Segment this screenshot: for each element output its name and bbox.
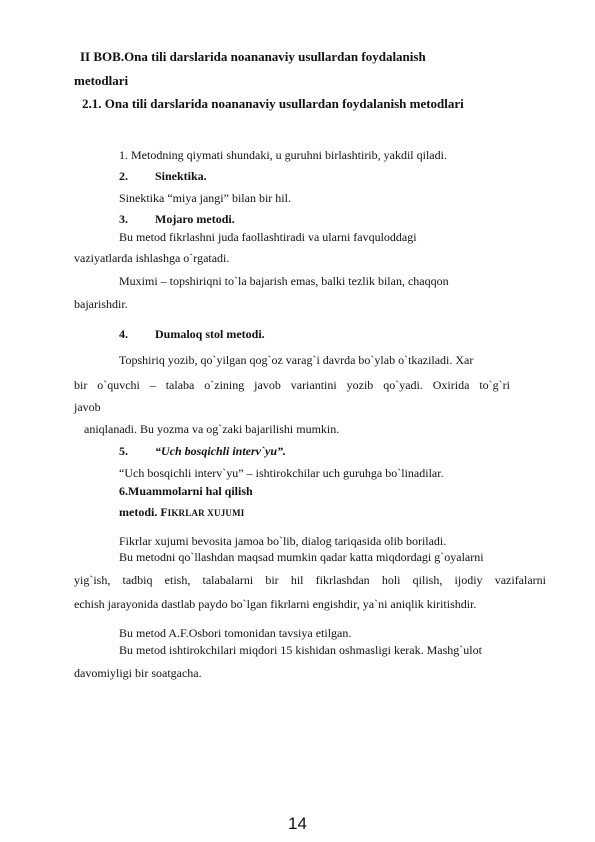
item-2-number: 2. (119, 169, 128, 183)
item-5-title: “Uch bosqichli interv`yu”. (155, 444, 286, 458)
item-1-text: Metodning qiymati shundaki, u guruhni birlashtirib, yakdil qiladi. (131, 148, 447, 162)
item-4-desc-2: bir o`quvchi – talaba o`zining javob variantini yozib qo`yadi. Oxirida to`g`ri (74, 378, 510, 392)
item-3-desc-3: Muximi – topshiriqni to`la bajarish emas, balki tezlik bilan, chaqqon (119, 274, 449, 288)
item-3-heading (119, 211, 235, 227)
item-1 (119, 147, 447, 163)
item-6-desc-7: davomiyligi bir soatgacha. (74, 666, 202, 680)
item-1-number: 1. (119, 148, 128, 162)
item-3-number: 3. (119, 212, 128, 226)
item-3-desc-2: vaziyatlarda ishlashga o`rgatadi. (74, 251, 230, 265)
item-6-desc-1: Fikrlar xujumi bevosita jamoa bo`lib, dialog tariqasida olib boriladi. (119, 534, 447, 548)
item-6-heading-part-b: IKRLAR XUJUMI (167, 508, 245, 518)
item-2-desc: Sinektika “miya jangi” bilan bir hil. (119, 191, 291, 205)
item-5-heading (119, 443, 286, 459)
item-6-heading-line2 (119, 504, 245, 521)
item-6-desc-5: Bu metod A.F.Osbori tomonidan tavsiya etilgan. (119, 626, 352, 640)
page-number: 14 (288, 814, 307, 833)
item-6-desc-2: Bu metodni qo`llashdan maqsad mumkin qadar katta miqdordagi g`oyalarni (119, 550, 484, 564)
item-4-number: 4. (119, 327, 128, 341)
item-3-title: Mojaro metodi. (155, 212, 235, 226)
item-3-desc-1: Bu metod fikrlashni juda faollashtiradi va ularni favquloddagi (119, 230, 417, 244)
item-4-desc-1: Topshiriq yozib, qo`yilgan qog`oz varag`i davrda bo`ylab o`tkaziladi. Xar (119, 353, 474, 367)
item-5-desc: “Uch bosqichli interv`yu” – ishtirokchilar uch guruhga bo`linadilar. (119, 466, 444, 480)
chapter-title-line2: metodlari (74, 73, 129, 88)
item-6-desc-6: Bu metod ishtirokchilari miqdori 15 kishidan oshmasligi kerak. Mashg`ulot (119, 643, 482, 657)
item-2-heading (119, 168, 207, 184)
item-4-title: Dumaloq stol metodi. (155, 327, 265, 341)
item-4-desc-3: javob (74, 400, 101, 414)
item-5-number: 5. (119, 444, 128, 458)
item-3-desc-4: bajarishdir. (74, 297, 128, 311)
section-title: 2.1. Ona tili darslarida noananaviy usullardan foydalanish metodlari (82, 96, 464, 111)
item-4-desc-4: aniqlanadi. Bu yozma va og`zaki bajarilishi mumkin. (84, 422, 340, 436)
item-2-title: Sinektika. (155, 169, 207, 183)
item-6-desc-4: echish jarayonida dastlab paydo bo`lgan fikrlarni engishdir, ya`ni aniqlik kiritishdir. (74, 597, 477, 611)
item-6-desc-3: yig`ish, tadbiq etish, talabalarni bir hil fikrlashdan holi qilish, ijodiy vazifalarni (74, 573, 546, 587)
item-6-heading-line1: 6.Muammolarni hal qilish (119, 484, 253, 498)
item-4-heading (119, 326, 265, 342)
item-6-heading-part-a: metodi. F (119, 505, 168, 519)
chapter-title-line1: II BOB.Ona tili darslarida noananaviy usullardan foydalanish (80, 49, 426, 64)
